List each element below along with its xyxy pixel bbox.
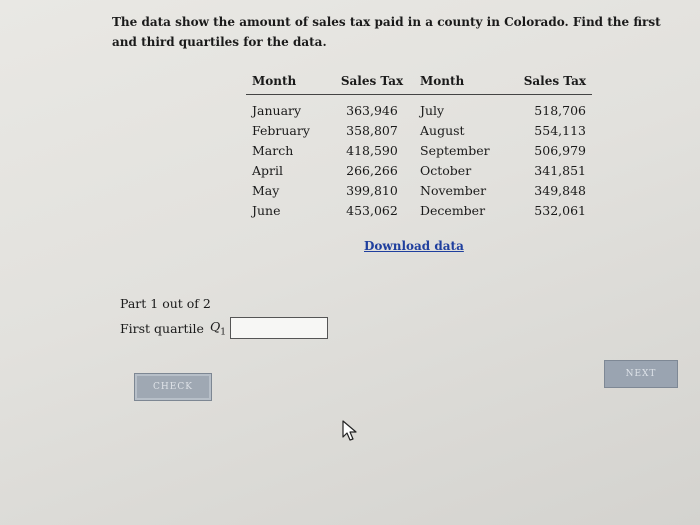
mouse-pointer-icon [342,420,358,442]
sales-tax-cell: 266,266 [346,163,398,178]
next-button[interactable]: NEXT [604,360,678,388]
q1-symbol [210,319,226,338]
month-cell: September [420,143,490,158]
sales-tax-cell: 532,061 [534,203,586,218]
sales-tax-table [246,74,592,221]
month-cell: March [252,143,294,158]
month-cell: June [252,203,281,218]
sales-tax-cell: 363,946 [346,103,398,118]
q1-subscript: 1 [220,327,226,338]
header-sales-tax-2: Sales Tax [508,74,592,95]
month-cell: October [420,163,472,178]
table-header-row [246,74,592,95]
month-cell: April [252,163,283,178]
table-row [246,181,592,201]
table-row [246,201,592,221]
table-row [246,95,592,122]
month-cell: May [252,183,280,198]
check-button[interactable]: CHECK [134,373,212,401]
table-row [246,161,592,181]
header-month-1: Month [246,74,330,95]
first-quartile-row [120,317,328,339]
sales-tax-cell: 518,706 [534,103,586,118]
sales-tax-cell: 554,113 [534,123,586,138]
download-data-link[interactable]: Download data [364,239,464,253]
q1-letter: Q [209,318,221,334]
sales-tax-cell: 506,979 [534,143,586,158]
month-cell: July [420,103,445,118]
header-sales-tax-1: Sales Tax [330,74,414,95]
part-label: Part 1 out of 2 [120,296,211,311]
sales-tax-cell: 399,810 [346,183,398,198]
header-month-2: Month [414,74,508,95]
sales-tax-cell: 418,590 [346,143,398,158]
first-quartile-input[interactable] [230,317,328,339]
month-cell: November [420,183,487,198]
first-quartile-label: First quartile [120,320,204,336]
sales-tax-cell: 453,062 [346,203,398,218]
sales-tax-cell: 349,848 [534,183,586,198]
month-cell: February [252,123,310,138]
sales-tax-cell: 358,807 [346,123,398,138]
month-cell: January [252,103,302,118]
table-row [246,141,592,161]
sales-tax-cell: 341,851 [534,163,586,178]
question-text: The data show the amount of sales tax paid in a county in Colorado. Find the first and third quartiles for the data. [112,15,661,49]
table-row [246,121,592,141]
month-cell: December [420,203,486,218]
month-cell: August [420,123,465,138]
